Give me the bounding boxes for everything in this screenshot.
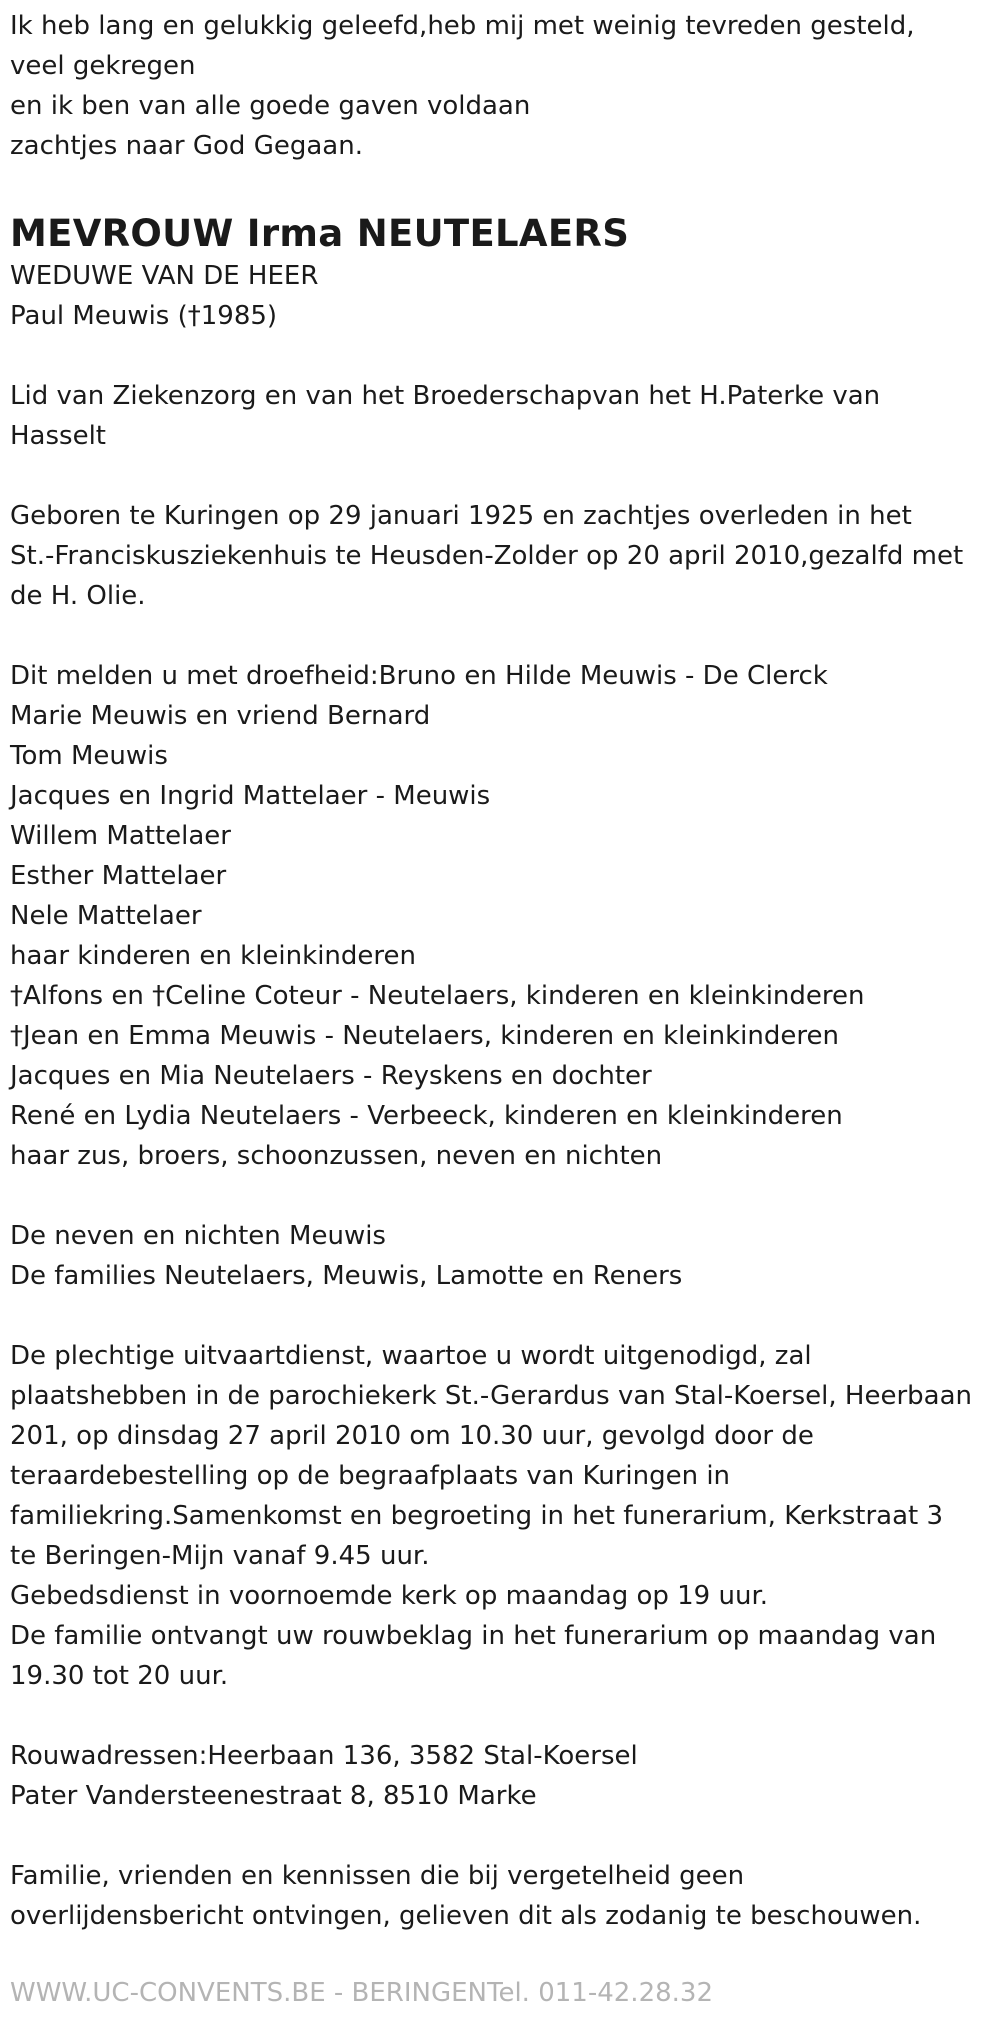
service-line: 201, op dinsdag 27 april 2010 om 10.30 uur, gevolgd door de xyxy=(10,1421,814,1451)
spacer xyxy=(10,1816,990,1856)
mourner-line: Esther Mattelaer xyxy=(10,861,227,891)
birth-death-line: Geboren te Kuringen op 29 januari 1925 en zachtjes overleden in het xyxy=(10,501,912,531)
spouse-line: Paul Meuwis (†1985) xyxy=(10,301,278,331)
service-line: te Beringen-Mijn vanaf 9.45 uur. xyxy=(10,1541,430,1571)
membership-line: Hasselt xyxy=(10,421,106,451)
families xyxy=(10,1216,990,1296)
family-line: De families Neutelaers, Meuwis, Lamotte en Reners xyxy=(10,1261,683,1291)
service-line: teraardebestelling op de begraafplaats van Kuringen in xyxy=(10,1461,731,1491)
service-line: Gebedsdienst in voornoemde kerk op maandag op 19 uur. xyxy=(10,1581,769,1611)
mourner-line: Willem Mattelaer xyxy=(10,821,231,851)
mourner-line: Jacques en Ingrid Mattelaer - Meuwis xyxy=(10,781,491,811)
mourner-line: haar zus, broers, schoonzussen, neven en nichten xyxy=(10,1141,663,1171)
service-line: familiekring.Samenkomst en begroeting in het funerarium, Kerkstraat 3 xyxy=(10,1501,944,1531)
poem xyxy=(10,0,990,166)
closing-note xyxy=(10,1856,990,1936)
spouse-line: WEDUWE VAN DE HEER xyxy=(10,261,319,291)
mourners-list xyxy=(10,656,990,1176)
deceased-name: MEVROUW Irma NEUTELAERS xyxy=(10,212,630,255)
mourner-line: Nele Mattelaer xyxy=(10,901,202,931)
address-line: Rouwadressen:Heerbaan 136, 3582 Stal-Koersel xyxy=(10,1741,638,1771)
spacer xyxy=(10,1176,990,1216)
mourner-line: René en Lydia Neutelaers - Verbeeck, kinderen en kleinkinderen xyxy=(10,1101,843,1131)
membership xyxy=(10,376,990,456)
membership-line: Lid van Ziekenzorg en van het Broederschapvan het H.Paterke van xyxy=(10,381,881,411)
service-line: 19.30 tot 20 uur. xyxy=(10,1661,229,1691)
spouse-info xyxy=(10,256,990,336)
mourner-line: Dit melden u met droefheid:Bruno en Hilde Meuwis - De Clerck xyxy=(10,661,828,691)
closing-line: overlijdensbericht ontvingen, gelieven dit als zodanig te beschouwen. xyxy=(10,1901,922,1931)
address-line: Pater Vandersteenestraat 8, 8510 Marke xyxy=(10,1781,537,1811)
service-line: De familie ontvangt uw rouwbeklag in het funerarium op maandag van xyxy=(10,1621,937,1651)
poem-line: en ik ben van alle goede gaven voldaan xyxy=(10,91,531,121)
birth-death-line: St.-Franciskusziekenhuis te Heusden-Zolder op 20 april 2010,gezalfd met xyxy=(10,541,964,571)
funeral-service xyxy=(10,1336,990,1696)
service-line: De plechtige uitvaartdienst, waartoe u wordt uitgenodigd, zal xyxy=(10,1341,812,1371)
mourner-line: Marie Meuwis en vriend Bernard xyxy=(10,701,431,731)
spacer xyxy=(10,456,990,496)
mourning-addresses xyxy=(10,1736,990,1816)
footer-contact: WWW.UC-CONVENTS.BE - BERINGENTel. 011-42.28.32 xyxy=(10,1978,714,2008)
mourner-line: Jacques en Mia Neutelaers - Reyskens en dochter xyxy=(10,1061,652,1091)
closing-line: Familie, vrienden en kennissen die bij vergetelheid geen xyxy=(10,1861,745,1891)
service-line: plaatshebben in de parochiekerk St.-Gerardus van Stal-Koersel, Heerbaan xyxy=(10,1381,972,1411)
poem-line: zachtjes naar God Gegaan. xyxy=(10,131,363,161)
spacer xyxy=(10,1696,990,1736)
birth-death-line: de H. Olie. xyxy=(10,581,146,611)
poem-line: Ik heb lang en gelukkig geleefd,heb mij met weinig tevreden gesteld, xyxy=(10,11,915,41)
family-line: De neven en nichten Meuwis xyxy=(10,1221,386,1251)
mourner-line: haar kinderen en kleinkinderen xyxy=(10,941,416,971)
spacer xyxy=(10,336,990,376)
birth-death-info xyxy=(10,496,990,616)
mourner-line: †Alfons en †Celine Coteur - Neutelaers, kinderen en kleinkinderen xyxy=(10,981,865,1011)
mourner-line: Tom Meuwis xyxy=(10,741,168,771)
mourner-line: †Jean en Emma Meuwis - Neutelaers, kinderen en kleinkinderen xyxy=(10,1021,839,1051)
spacer xyxy=(10,616,990,656)
poem-line: veel gekregen xyxy=(10,51,196,81)
spacer xyxy=(10,1296,990,1336)
